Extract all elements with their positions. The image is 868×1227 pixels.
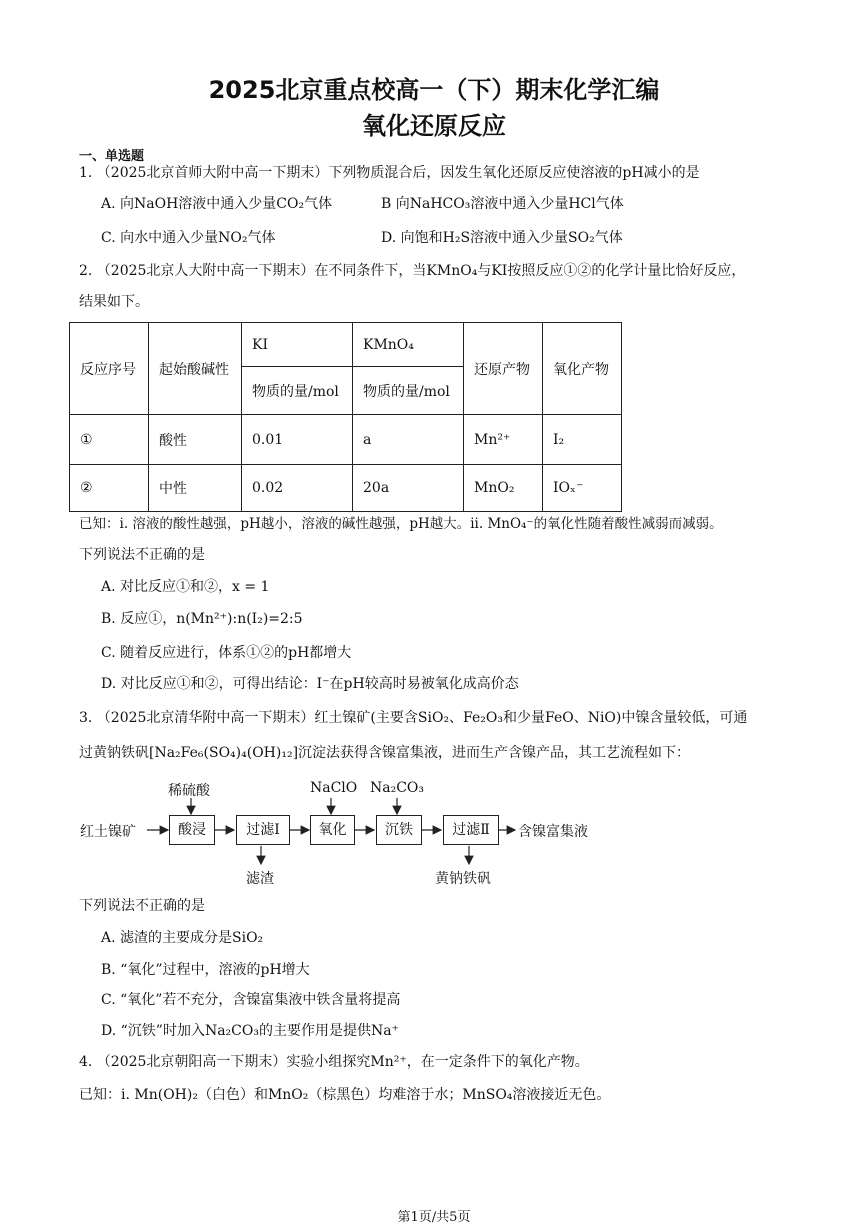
header-amount-kmno4: 物质的量/mol [353, 367, 464, 415]
q3-option-c: C. “氧化”若不充分，含镍富集液中铁含量将提高 [101, 992, 401, 1008]
cell-seq: ② [70, 465, 149, 512]
page-footer: 第1页/共5页 [397, 1210, 471, 1225]
document-subtitle: 氧化还原反应 [362, 112, 506, 140]
header-kmno4: KMnO₄ [353, 323, 464, 367]
cell-acidity: 酸性 [149, 415, 242, 465]
q2-option-b: B. 反应①，n(Mn²⁺):n(I₂)=2:5 [101, 611, 303, 627]
cell-kmno4: a [353, 415, 464, 465]
flow-reagent-na2co3: Na₂CO₃ [370, 780, 425, 796]
table-row [70, 465, 622, 512]
q2-option-d: D. 对比反应①和②，可得出结论：I⁻在pH较高时易被氧化成高价态 [101, 676, 519, 692]
flow-box-iron-precip: 沉铁 [376, 815, 422, 845]
flow-box-filter-2: 过滤Ⅱ [443, 815, 499, 845]
q2-known: 已知：i. 溶液的酸性越强，pH越小，溶液的碱性越强，pH越大。ii. MnO₄⁻的氧化性随着酸性减弱而减弱。 [79, 516, 723, 532]
flow-end-label: 含镍富集液 [518, 824, 588, 840]
q2-option-a: A. 对比反应①和②，x = 1 [101, 579, 270, 595]
cell-reduction: MnO₂ [464, 465, 543, 512]
q1-option-a: A. 向NaOH溶液中通入少量CO₂气体 [101, 196, 333, 212]
q3-option-a: A. 滤渣的主要成分是SiO₂ [101, 930, 264, 946]
cell-oxidation: IOₓ⁻ [543, 465, 622, 512]
cell-oxidation: I₂ [543, 415, 622, 465]
q1-option-b: B 向NaHCO₃溶液中通入少量HCl气体 [381, 196, 624, 212]
q2-table [69, 322, 622, 512]
q2-stem-line1: 2. （2025北京人大附中高一下期末）在不同条件下，当KMnO₄与KI按照反应①②的化学计量比恰好反应， [79, 263, 746, 279]
q3-stem-line2: 过黄钠铁矾[Na₂Fe₆(SO₄)₄(OH)₁₂]沉淀法获得含镍富集液，进而生产含镍产品，其工艺流程如下： [79, 745, 691, 761]
q3-option-b: B. “氧化”过程中，溶液的pH增大 [101, 962, 310, 978]
flow-output-jarosite: 黄钠铁矾 [435, 871, 491, 887]
header-acidity: 起始酸碱性 [149, 323, 242, 415]
flow-box-oxidation: 氧化 [310, 815, 355, 845]
q4-known: 已知：ⅰ. Mn(OH)₂（白色）和MnO₂（棕黑色）均难溶于水；MnSO₄溶液接近无色。 [79, 1087, 611, 1103]
header-seq: 反应序号 [70, 323, 149, 415]
q2-option-c: C. 随着反应进行，体系①②的pH都增大 [101, 645, 352, 661]
q2-stem-line2: 结果如下。 [79, 294, 149, 310]
flow-reagent-naclo: NaClO [310, 780, 358, 796]
document-title: 2025北京重点校高一（下）期末化学汇编 [208, 76, 660, 104]
flow-start-label: 红土镍矿 [80, 824, 136, 840]
cell-reduction: Mn²⁺ [464, 415, 543, 465]
section-heading: 一、单选题 [79, 149, 145, 164]
q3-option-d: D. “沉铁”时加入Na₂CO₃的主要作用是提供Na⁺ [101, 1023, 399, 1039]
cell-acidity: 中性 [149, 465, 242, 512]
cell-ki: 0.01 [242, 415, 353, 465]
q1-option-c: C. 向水中通入少量NO₂气体 [101, 230, 276, 246]
q2-ask: 下列说法不正确的是 [79, 547, 205, 563]
cell-kmno4: 20a [353, 465, 464, 512]
table-row [70, 415, 622, 465]
flow-output-residue: 滤渣 [246, 871, 274, 887]
q1-stem: 1. （2025北京首师大附中高一下期末）下列物质混合后，因发生氧化还原反应使溶液的pH减小的是 [79, 165, 700, 181]
flow-box-filter-1: 过滤Ⅰ [236, 815, 290, 845]
header-reduction-product: 还原产物 [464, 323, 543, 415]
header-ki: KI [242, 323, 353, 367]
q3-ask: 下列说法不正确的是 [79, 898, 205, 914]
q4-stem: 4. （2025北京朝阳高一下期末）实验小组探究Mn²⁺，在一定条件下的氧化产物。 [79, 1054, 589, 1070]
q1-option-d: D. 向饱和H₂S溶液中通入少量SO₂气体 [381, 230, 623, 246]
header-oxidation-product: 氧化产物 [543, 323, 622, 415]
flow-box-acid-leach: 酸浸 [169, 815, 215, 845]
cell-seq: ① [70, 415, 149, 465]
header-amount-ki: 物质的量/mol [242, 367, 353, 415]
flow-reagent-acid: 稀硫酸 [168, 783, 210, 799]
q3-stem-line1: 3. （2025北京清华附中高一下期末）红土镍矿(主要含SiO₂、Fe₂O₃和少量FeO、NiO)中镍含量较低，可通 [79, 710, 748, 726]
cell-ki: 0.02 [242, 465, 353, 512]
